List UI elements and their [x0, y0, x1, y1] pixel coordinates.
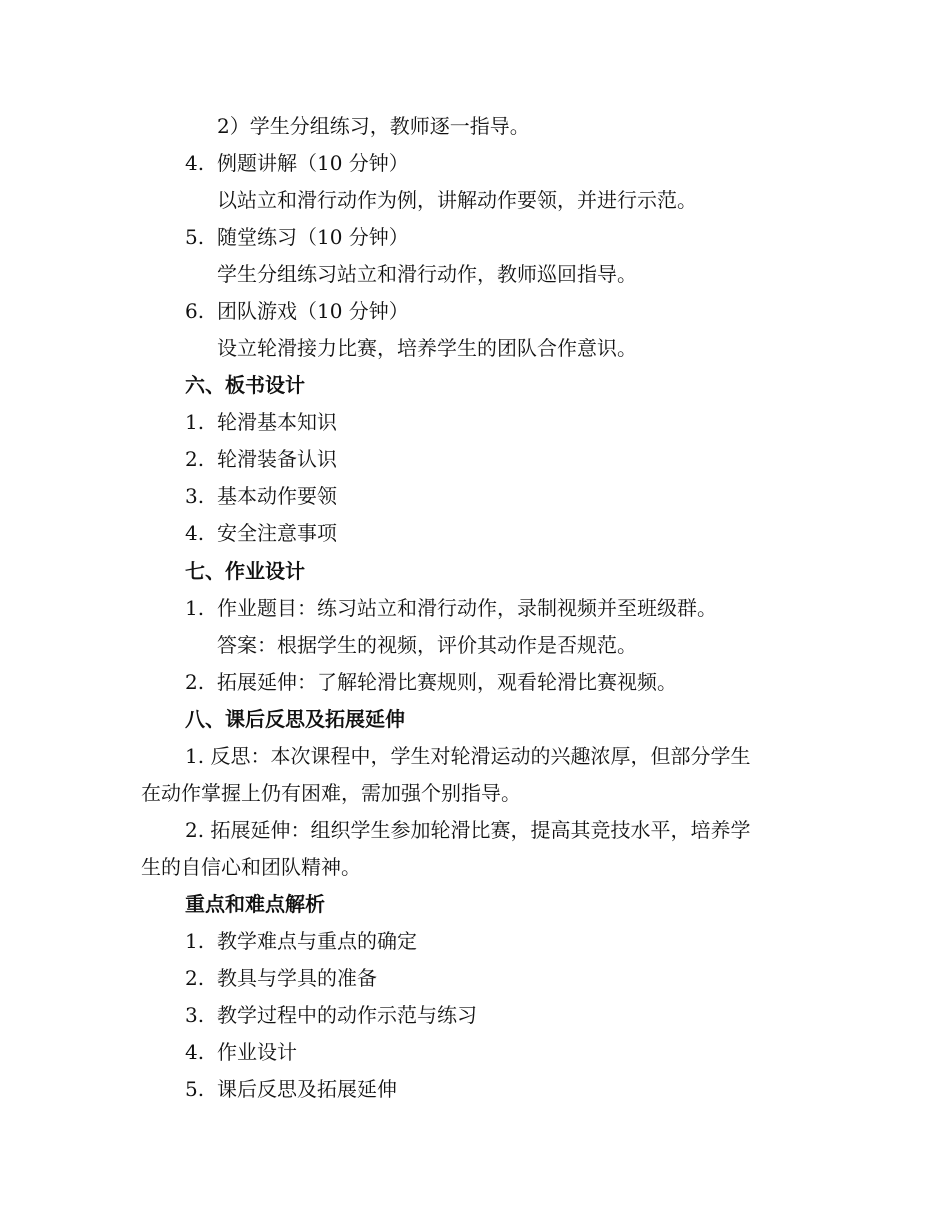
list-number: 4.: [185, 521, 205, 545]
list-number: 2.: [185, 966, 205, 990]
list-text: 安全注意事项: [217, 521, 337, 545]
list-number: 6.: [185, 299, 205, 323]
paragraph-text: 生的自信心和团队精神。: [141, 855, 361, 879]
answer-text: 答案：根据学生的视频，评价其动作是否规范。: [217, 633, 637, 657]
list-number: 3.: [185, 1003, 205, 1027]
process-desc: 学生分组练习站立和滑行动作，教师巡回指导。: [217, 262, 637, 286]
section-heading: 重点和难点解析: [185, 892, 325, 916]
process-title: 团队游戏（10 分钟）: [217, 299, 409, 323]
list-text: 教学难点与重点的确定: [217, 929, 417, 953]
process-desc: 以站立和滑行动作为例，讲解动作要领，并进行示范。: [217, 188, 697, 212]
continuation-text: 2）学生分组练习，教师逐一指导。: [217, 114, 530, 138]
section-heading: 七、作业设计: [185, 559, 305, 583]
list-number: 4.: [185, 1040, 205, 1064]
list-text: 轮滑基本知识: [217, 410, 337, 434]
list-number: 3.: [185, 484, 205, 508]
list-text: 课后反思及拓展延伸: [217, 1077, 397, 1101]
paragraph-text: 2. 拓展延伸：组织学生参加轮滑比赛，提高其竞技水平，培养学: [185, 818, 751, 842]
list-number: 4.: [185, 151, 205, 175]
list-text: 教学过程中的动作示范与练习: [217, 1003, 477, 1027]
process-title: 随堂练习（10 分钟）: [217, 225, 409, 249]
section-heading: 八、课后反思及拓展延伸: [185, 707, 405, 731]
list-number: 5.: [185, 225, 205, 249]
list-text: 作业题目：练习站立和滑行动作，录制视频并至班级群。: [217, 596, 717, 620]
list-text: 教具与学具的准备: [217, 966, 377, 990]
list-text: 作业设计: [217, 1040, 297, 1064]
list-number: 2.: [185, 447, 205, 471]
list-text: 拓展延伸：了解轮滑比赛规则，观看轮滑比赛视频。: [217, 670, 677, 694]
list-number: 5.: [185, 1077, 205, 1101]
list-number: 1.: [185, 929, 205, 953]
section-heading: 六、板书设计: [185, 373, 305, 397]
list-number: 1.: [185, 596, 205, 620]
process-desc: 设立轮滑接力比赛，培养学生的团队合作意识。: [217, 336, 637, 360]
paragraph-text: 1. 反思：本次课程中，学生对轮滑运动的兴趣浓厚，但部分学生: [185, 744, 751, 768]
paragraph-text: 在动作掌握上仍有困难，需加强个别指导。: [141, 781, 521, 805]
list-number: 2.: [185, 670, 205, 694]
list-text: 基本动作要领: [217, 484, 337, 508]
process-title: 例题讲解（10 分钟）: [217, 151, 409, 175]
list-text: 轮滑装备认识: [217, 447, 337, 471]
list-number: 1.: [185, 410, 205, 434]
